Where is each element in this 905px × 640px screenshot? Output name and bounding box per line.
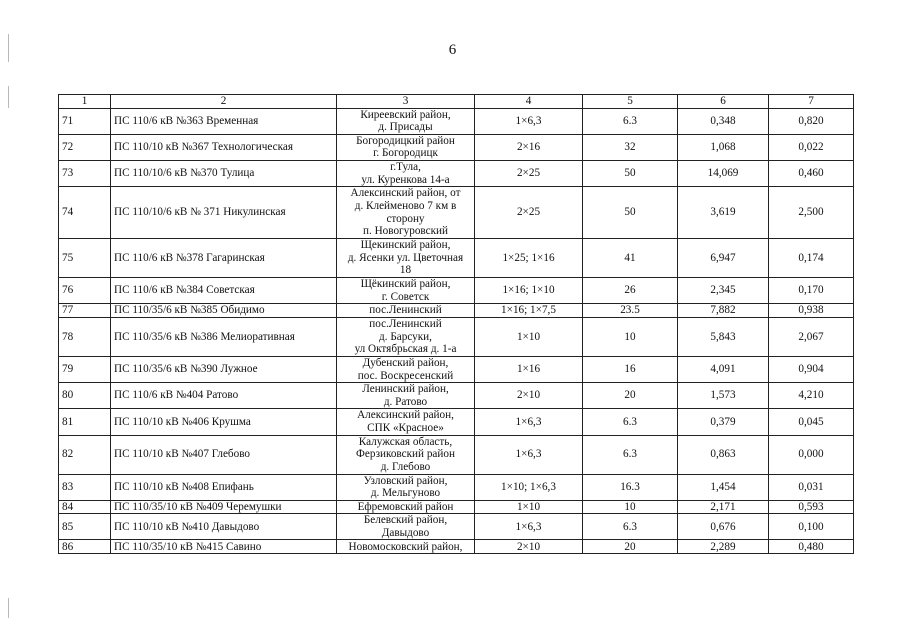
location-cell: Новомосковский район, [337, 540, 475, 554]
value-7-cell: 0,460 [769, 160, 854, 186]
transformers-cell: 2×10 [475, 383, 583, 409]
substation-name-cell: ПС 110/6 кВ №384 Советская [111, 278, 337, 304]
row-number-cell: 77 [59, 304, 111, 318]
transformers-cell: 1×6,3 [475, 108, 583, 134]
row-number-cell: 79 [59, 356, 111, 382]
value-7-cell: 0,820 [769, 108, 854, 134]
substation-name-cell: ПС 110/35/10 кВ №409 Черемушки [111, 500, 337, 514]
capacity-cell: 6.3 [583, 409, 678, 435]
transformers-cell: 2×16 [475, 134, 583, 160]
value-7-cell: 0,000 [769, 435, 854, 474]
column-header-2: 2 [111, 95, 337, 109]
capacity-cell: 20 [583, 383, 678, 409]
transformers-cell: 1×6,3 [475, 409, 583, 435]
location-cell: г.Тула, ул. Куренкова 14-а [337, 160, 475, 186]
row-number-cell: 73 [59, 160, 111, 186]
capacity-cell: 50 [583, 187, 678, 239]
value-7-cell: 0,031 [769, 474, 854, 500]
page-number: 6 [448, 42, 457, 58]
substation-table [58, 94, 854, 554]
transformers-cell: 1×10 [475, 317, 583, 356]
location-cell: Алексинский район, СПК «Красное» [337, 409, 475, 435]
row-number-cell: 86 [59, 540, 111, 554]
row-number-cell: 83 [59, 474, 111, 500]
table-row [59, 500, 854, 514]
row-number-cell: 78 [59, 317, 111, 356]
value-6-cell: 6,947 [678, 239, 769, 278]
substation-name-cell: ПС 110/35/10 кВ №415 Савино [111, 540, 337, 554]
row-number-cell: 75 [59, 239, 111, 278]
value-6-cell: 14,069 [678, 160, 769, 186]
transformers-cell: 2×10 [475, 540, 583, 554]
transformers-cell: 1×16 [475, 356, 583, 382]
value-7-cell: 0,938 [769, 304, 854, 318]
location-cell: Ленинский район, д. Ратово [337, 383, 475, 409]
scan-edge-mark [8, 598, 9, 618]
column-header-4: 4 [475, 95, 583, 109]
column-header-3: 3 [337, 95, 475, 109]
capacity-cell: 6.3 [583, 108, 678, 134]
capacity-cell: 16.3 [583, 474, 678, 500]
value-7-cell: 4,210 [769, 383, 854, 409]
location-cell: Богородицкий район г. Богородицк [337, 134, 475, 160]
value-7-cell: 0,904 [769, 356, 854, 382]
capacity-cell: 6.3 [583, 435, 678, 474]
row-number-cell: 71 [59, 108, 111, 134]
location-cell: Щекинский район, д. Ясенки ул. Цветочная 18 [337, 239, 475, 278]
location-cell: Киреевский район, д. Присады [337, 108, 475, 134]
table-row [59, 160, 854, 186]
substation-name-cell: ПС 110/10/6 кВ №370 Тулица [111, 160, 337, 186]
substation-name-cell: ПС 110/10 кВ №408 Епифань [111, 474, 337, 500]
table-row [59, 278, 854, 304]
value-7-cell: 0,022 [769, 134, 854, 160]
substation-name-cell: ПС 110/6 кВ №378 Гагаринская [111, 239, 337, 278]
substation-name-cell: ПС 110/10 кВ №407 Глебово [111, 435, 337, 474]
row-number-cell: 76 [59, 278, 111, 304]
table-row [59, 187, 854, 239]
row-number-cell: 72 [59, 134, 111, 160]
scan-edge-mark [8, 86, 9, 108]
substation-name-cell: ПС 110/6 кВ №363 Временная [111, 108, 337, 134]
table-header-row [59, 95, 854, 109]
location-cell: Ефремовский район [337, 500, 475, 514]
substation-name-cell: ПС 110/10 кВ №410 Давыдово [111, 514, 337, 540]
capacity-cell: 16 [583, 356, 678, 382]
substation-name-cell: ПС 110/6 кВ №404 Ратово [111, 383, 337, 409]
capacity-cell: 26 [583, 278, 678, 304]
value-6-cell: 3,619 [678, 187, 769, 239]
capacity-cell: 32 [583, 134, 678, 160]
table-row [59, 435, 854, 474]
table-body [59, 108, 854, 554]
row-number-cell: 85 [59, 514, 111, 540]
location-cell: Белевский район, Давыдово [337, 514, 475, 540]
capacity-cell: 10 [583, 317, 678, 356]
table-row [59, 409, 854, 435]
table-row [59, 383, 854, 409]
value-7-cell: 0,100 [769, 514, 854, 540]
table-row [59, 108, 854, 134]
transformers-cell: 1×10; 1×6,3 [475, 474, 583, 500]
transformers-cell: 1×6,3 [475, 435, 583, 474]
row-number-cell: 80 [59, 383, 111, 409]
value-6-cell: 1,454 [678, 474, 769, 500]
capacity-cell: 6.3 [583, 514, 678, 540]
value-6-cell: 1,068 [678, 134, 769, 160]
location-cell: пос.Ленинский д. Барсуки, ул Октябрьская д. 1-а [337, 317, 475, 356]
value-7-cell: 2,500 [769, 187, 854, 239]
substation-name-cell: ПС 110/35/6 кВ №390 Лужное [111, 356, 337, 382]
row-number-cell: 81 [59, 409, 111, 435]
row-number-cell: 82 [59, 435, 111, 474]
value-7-cell: 0,480 [769, 540, 854, 554]
value-6-cell: 1,573 [678, 383, 769, 409]
table-row [59, 317, 854, 356]
table-row [59, 134, 854, 160]
location-cell: Щёкинский район, г. Советск [337, 278, 475, 304]
value-6-cell: 2,289 [678, 540, 769, 554]
location-cell: пос.Ленинский [337, 304, 475, 318]
substation-name-cell: ПС 110/10/6 кВ № 371 Никулинская [111, 187, 337, 239]
column-header-5: 5 [583, 95, 678, 109]
substation-name-cell: ПС 110/35/6 кВ №386 Мелиоративная [111, 317, 337, 356]
location-cell: Калужская область, Ферзиковский район д. Глебово [337, 435, 475, 474]
value-6-cell: 0,348 [678, 108, 769, 134]
transformers-cell: 1×16; 1×7,5 [475, 304, 583, 318]
value-7-cell: 0,593 [769, 500, 854, 514]
substation-name-cell: ПС 110/10 кВ №367 Технологическая [111, 134, 337, 160]
transformers-cell: 1×16; 1×10 [475, 278, 583, 304]
capacity-cell: 10 [583, 500, 678, 514]
value-7-cell: 2,067 [769, 317, 854, 356]
table-row [59, 540, 854, 554]
location-cell: Узловский район, д. Мельгуново [337, 474, 475, 500]
value-7-cell: 0,045 [769, 409, 854, 435]
capacity-cell: 50 [583, 160, 678, 186]
row-number-cell: 74 [59, 187, 111, 239]
transformers-cell: 1×10 [475, 500, 583, 514]
location-cell: Дубенский район, пос. Воскресенский [337, 356, 475, 382]
value-6-cell: 0,863 [678, 435, 769, 474]
capacity-cell: 41 [583, 239, 678, 278]
table-row [59, 239, 854, 278]
row-number-cell: 84 [59, 500, 111, 514]
location-cell: Алексинский район, от д. Клейменово 7 км в сторону п. Новогуровский [337, 187, 475, 239]
column-header-7: 7 [769, 95, 854, 109]
capacity-cell: 23.5 [583, 304, 678, 318]
transformers-cell: 1×6,3 [475, 514, 583, 540]
value-6-cell: 7,882 [678, 304, 769, 318]
column-header-1: 1 [59, 95, 111, 109]
transformers-cell: 1×25; 1×16 [475, 239, 583, 278]
column-header-6: 6 [678, 95, 769, 109]
transformers-cell: 2×25 [475, 160, 583, 186]
transformers-cell: 2×25 [475, 187, 583, 239]
value-7-cell: 0,170 [769, 278, 854, 304]
value-7-cell: 0,174 [769, 239, 854, 278]
value-6-cell: 2,345 [678, 278, 769, 304]
value-6-cell: 0,379 [678, 409, 769, 435]
value-6-cell: 0,676 [678, 514, 769, 540]
substation-name-cell: ПС 110/10 кВ №406 Крушма [111, 409, 337, 435]
substation-name-cell: ПС 110/35/6 кВ №385 Обидимо [111, 304, 337, 318]
scan-edge-mark [8, 34, 9, 62]
capacity-cell: 20 [583, 540, 678, 554]
value-6-cell: 4,091 [678, 356, 769, 382]
table-row [59, 474, 854, 500]
table-row [59, 356, 854, 382]
value-6-cell: 5,843 [678, 317, 769, 356]
table-row [59, 514, 854, 540]
table-row [59, 304, 854, 318]
value-6-cell: 2,171 [678, 500, 769, 514]
